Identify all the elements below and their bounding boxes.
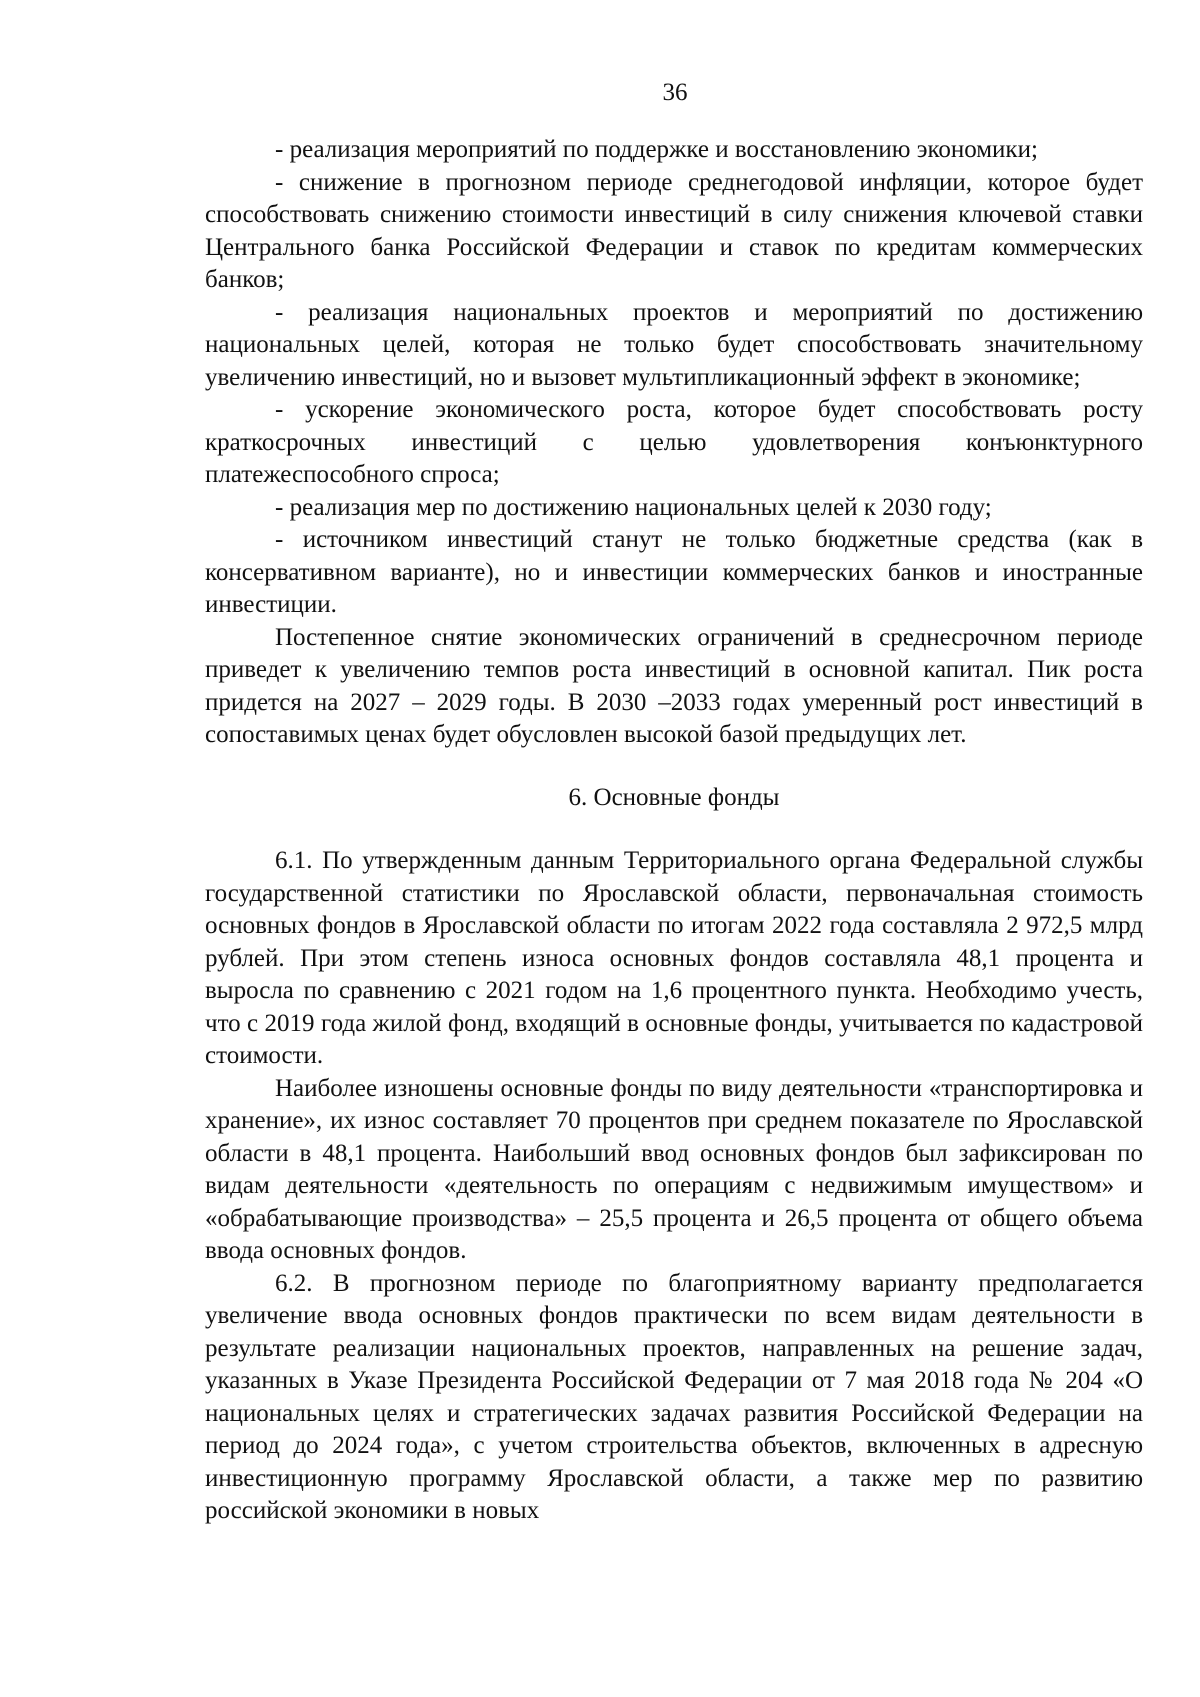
section-heading: 6. Основные фонды xyxy=(568,783,780,811)
page-number: 36 xyxy=(662,79,688,106)
list-item: - ускорение экономического роста, которое будет способствовать росту краткосрочных инвестиций с целью удовлетворения конъюнктурного платежеспособного спроса; xyxy=(205,396,1143,488)
list-item: - реализация мер по достижению национальных целей к 2030 году; xyxy=(275,493,992,521)
list-item: - реализация мероприятий по поддержке и восстановлению экономики; xyxy=(275,136,1038,163)
section-paragraph: Наиболее изношены основные фонды по виду деятельности «транспортировка и хранение», их износ составляет 70 процентов при среднем показателе по Ярославской области в 48,1 процента. Наибольший ввод основных фондов был зафиксирован по видам деятельности «деятельность по операциям с недвижимым имуществом» и «обрабатывающие производства» – 25,5 процента и 26,5 процента от общего объема ввода основных фондов. xyxy=(205,1074,1143,1264)
list-item: - реализация национальных проектов и мероприятий по достижению национальных целей, которая не только будет способствовать значительному увеличению инвестиций, но и вызовет мультипликационный эффект в экономике; xyxy=(205,298,1143,391)
list-item: - снижение в прогнозном периоде среднегодовой инфляции, которое будет способствовать снижению стоимости инвестиций в силу снижения ключевой ставки Центрального банка Российской Федерации и ставок по кредитам коммерческих банков; xyxy=(205,168,1143,293)
document-body xyxy=(205,134,1143,1528)
section-paragraph: 6.2. В прогнозном периоде по благоприятному варианту предполагается увеличение ввода основных фондов практически по всем видам деятельности в результате реализации национальных проектов, направленных на решение задач, указанных в Указе Президента Российской Федерации от 7 мая 2018 года № 204 «О национальных целях и стратегических задачах развития Российской Федерации на период до 2024 года», с учетом строительства объектов, включенных в адресную инвестиционную программу Ярославской области, а также мер по развитию российской экономики в новых xyxy=(205,1269,1143,1524)
section-paragraph: 6.1. По утвержденным данным Территориального органа Федеральной службы государственной статистики по Ярославской области, первоначальная стоимость основных фондов в Ярославской области по итогам 2022 года составляла 2 972,5 млрд рублей. При этом степень износа основных фондов составляла 48,1 процента и выросла по сравнению с 2021 годом на 1,6 процентного пункта. Необходимо учесть, что с 2019 года жилой фонд, входящий в основные фонды, учитывается по кадастровой стоимости. xyxy=(205,847,1143,1069)
investment-paragraph: Постепенное снятие экономических ограничений в среднесрочном периоде приведет к увеличению темпов роста инвестиций в основной капитал. Пик роста придется на 2027 – 2029 годы. В 2030 –2033 годах умеренный рост инвестиций в сопоставимых ценах будет обусловлен высокой базой предыдущих лет. xyxy=(205,623,1143,748)
list-item: - источником инвестиций станут не только бюджетные средства (как в консервативном варианте), но и инвестиции коммерческих банков и иностранные инвестиции. xyxy=(205,526,1143,618)
